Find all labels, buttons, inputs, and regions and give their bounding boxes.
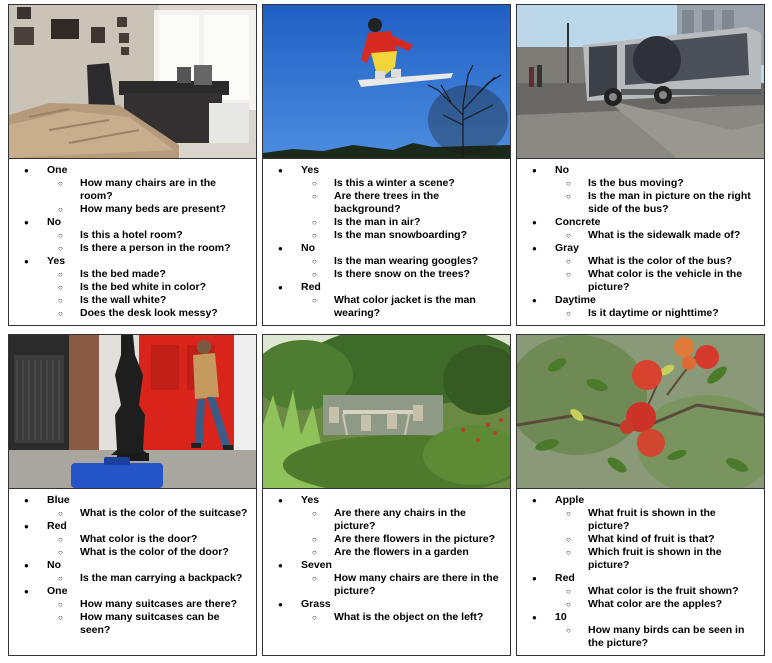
answer-item: ● One xyxy=(9,585,250,598)
question-item: ○ What color is the door? xyxy=(9,533,250,546)
question-item: ○ What is the color of the bus? xyxy=(517,255,758,268)
answer-item: ● One xyxy=(9,164,250,177)
answer-item: ● Blue xyxy=(9,494,250,507)
question-item: ○ Is the man in air? xyxy=(263,216,504,229)
question-item: ○ Is there snow on the trees? xyxy=(263,268,504,281)
question-item: ○ How many chairs are there in the picture? xyxy=(263,572,504,598)
answer-item: ● Apple xyxy=(517,494,758,507)
question-item: ○ Is the man wearing googles? xyxy=(263,255,504,268)
question-item: ○ Is this a winter a scene? xyxy=(263,177,504,190)
panel-street-suitcase xyxy=(8,334,257,656)
answer-item: ● No xyxy=(9,559,250,572)
question-item: ○ Which fruit is shown in the picture? xyxy=(517,546,758,572)
question-item: ○ Is the man carrying a backpack? xyxy=(9,572,250,585)
answer-item: ● 10 xyxy=(517,611,758,624)
question-item: ○ What is the object on the left? xyxy=(263,611,504,624)
question-item: ○ What is the color of the suitcase? xyxy=(9,507,250,520)
qa-list xyxy=(9,158,256,325)
answer-item: ● Yes xyxy=(263,164,504,177)
question-item: ○ How many chairs are in the room? xyxy=(9,177,250,203)
question-item: ○ What color is the vehicle in the picture? xyxy=(517,268,758,294)
apple-tree-photo xyxy=(517,335,764,488)
qa-list xyxy=(263,158,510,325)
question-item: ○ Is the bed white in color? xyxy=(9,281,250,294)
question-item: ○ Is there a person in the room? xyxy=(9,242,250,255)
question-item: ○ How many suitcases can be seen? xyxy=(9,611,250,637)
question-item: ○ What is the sidewalk made of? xyxy=(517,229,758,242)
question-item: ○ What is the color of the door? xyxy=(9,546,250,559)
answer-item: ● Red xyxy=(9,520,250,533)
question-item: ○ Does the desk look messy? xyxy=(9,307,250,320)
question-item: ○ Is this a hotel room? xyxy=(9,229,250,242)
bus-photo xyxy=(517,5,764,158)
qa-list xyxy=(9,488,256,655)
answer-item: ● Yes xyxy=(9,255,250,268)
answer-item: ● No xyxy=(517,164,758,177)
panel-garden xyxy=(262,334,511,656)
question-item: ○ What color are the apples? xyxy=(517,598,758,611)
qa-list xyxy=(517,488,764,655)
bedroom-photo xyxy=(9,5,256,158)
question-item: ○ Are the flowers in a garden xyxy=(263,546,504,559)
question-item: ○ Is the bus moving? xyxy=(517,177,758,190)
panel-apple-tree xyxy=(516,334,765,656)
question-item: ○ Are there trees in the background? xyxy=(263,190,504,216)
answer-item: ● No xyxy=(263,242,504,255)
question-item: ○ Are there flowers in the picture? xyxy=(263,533,504,546)
qa-list xyxy=(517,158,764,325)
question-item: ○ Is the man in picture on the right side of the bus? xyxy=(517,190,758,216)
question-item: ○ What fruit is shown in the picture? xyxy=(517,507,758,533)
answer-item: ● Seven xyxy=(263,559,504,572)
question-item: ○ Is the bed made? xyxy=(9,268,250,281)
question-item: ○ What color is the fruit shown? xyxy=(517,585,758,598)
question-item: ○ Is the wall white? xyxy=(9,294,250,307)
panel-snowboarder xyxy=(262,4,511,326)
answer-item: ● Concrete xyxy=(517,216,758,229)
answer-item: ● Gray xyxy=(517,242,758,255)
answer-item: ● Red xyxy=(517,572,758,585)
answer-item: ● No xyxy=(9,216,250,229)
answer-item: ● Grass xyxy=(263,598,504,611)
panel-bus xyxy=(516,4,765,326)
snowboarder-photo xyxy=(263,5,510,158)
question-item: ○ What color jacket is the man wearing? xyxy=(263,294,504,320)
qa-list xyxy=(263,488,510,655)
garden-photo xyxy=(263,335,510,488)
question-item: ○ How many birds can be seen in the picture? xyxy=(517,624,758,650)
answer-item: ● Red xyxy=(263,281,504,294)
question-item: ○ Is it daytime or nighttime? xyxy=(517,307,758,320)
question-item: ○ How many suitcases are there? xyxy=(9,598,250,611)
question-item: ○ What kind of fruit is that? xyxy=(517,533,758,546)
question-item: ○ Are there any chairs in the picture? xyxy=(263,507,504,533)
answer-item: ● Yes xyxy=(263,494,504,507)
question-item: ○ How many beds are present? xyxy=(9,203,250,216)
question-item: ○ Is the man snowboarding? xyxy=(263,229,504,242)
answer-item: ● Daytime xyxy=(517,294,758,307)
street-suitcase-photo xyxy=(9,335,256,488)
panel-bedroom xyxy=(8,4,257,326)
